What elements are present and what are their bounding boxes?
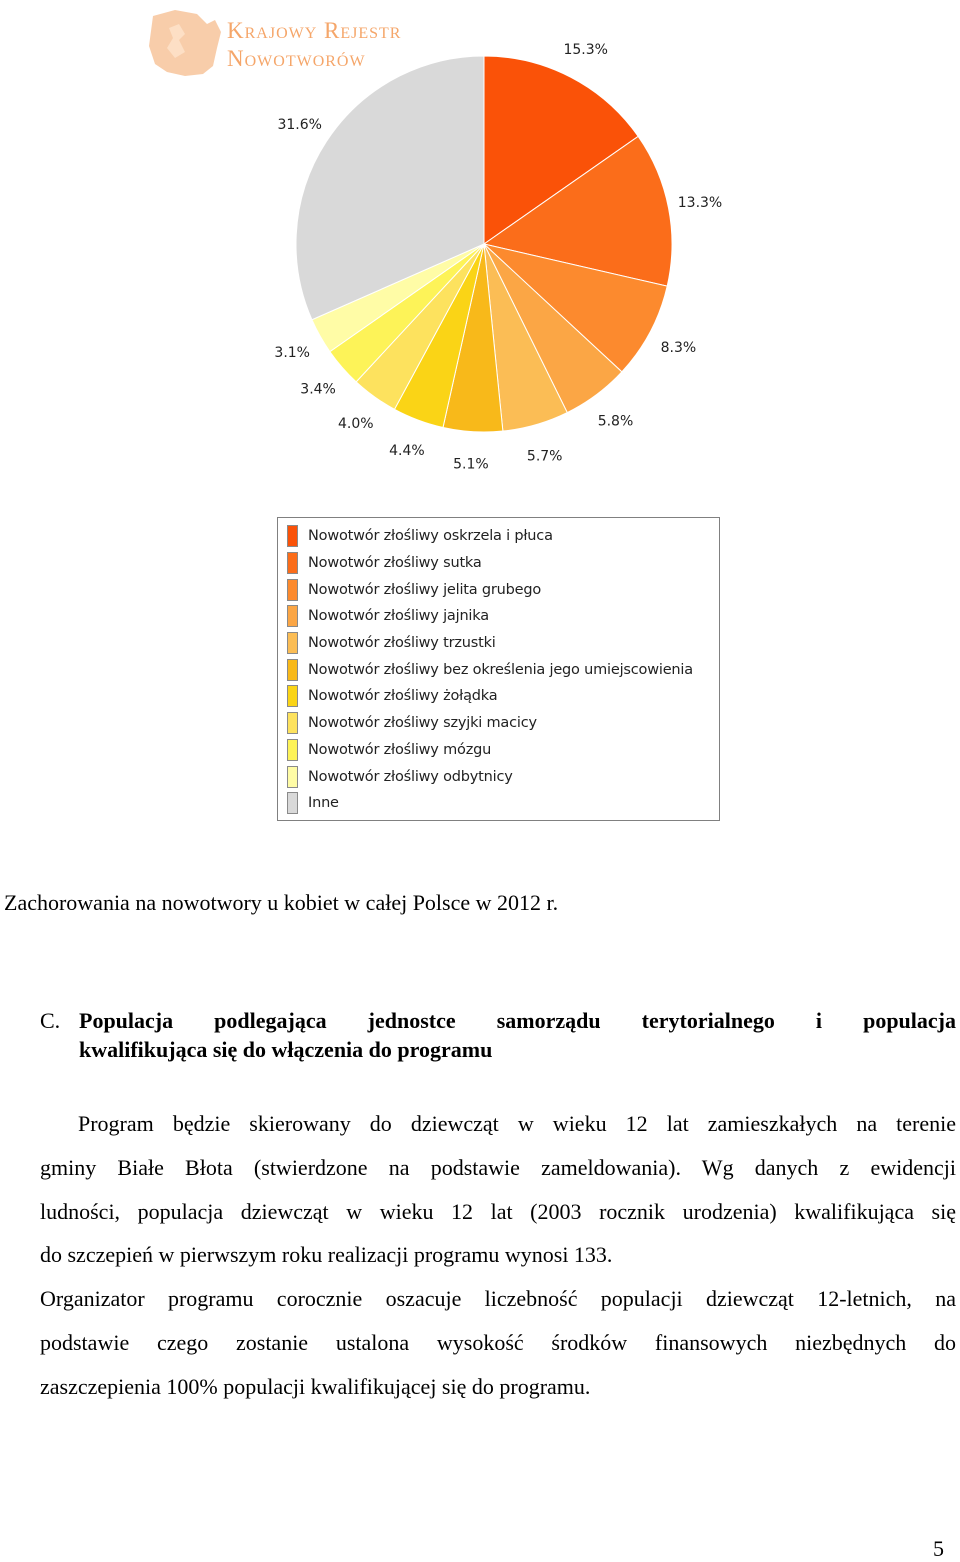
chart-caption: Zachorowania na nowotwory u kobiet w całej Polsce w 2012 r. xyxy=(4,890,559,915)
body-line: do szczepień w pierwszym roku realizacji programu wynosi 133. xyxy=(40,1242,613,1268)
body-line: ludności, populacja dziewcząt w wieku 12 lat (2003 rocznik urodzenia) kwalifikująca się xyxy=(40,1198,956,1224)
section-number: C. xyxy=(40,1008,61,1033)
legend-item xyxy=(287,603,719,630)
legend-item xyxy=(287,630,719,657)
pie-value-label: 5.7% xyxy=(526,448,563,465)
legend-swatch xyxy=(287,739,298,761)
pie-value-label: 4.0% xyxy=(338,415,374,432)
legend-item xyxy=(287,737,719,764)
body-line: Organizator programu corocznie oszacuje liczebność populacji dziewcząt 12-letnich, na xyxy=(40,1286,956,1312)
legend-label: Nowotwór złośliwy sutka xyxy=(308,555,482,572)
legend-label: Nowotwór złośliwy szyjki macicy xyxy=(308,715,537,732)
pie-value-label: 3.1% xyxy=(274,344,310,361)
legend-swatch xyxy=(287,792,298,814)
logo-line1: Krajowy Rejestr xyxy=(227,18,402,43)
legend-label: Nowotwór złośliwy odbytnicy xyxy=(308,768,513,785)
pie-value-label: 13.3% xyxy=(677,195,723,212)
body-line: zaszczepienia 100% populacji kwalifikującej się do programu. xyxy=(40,1373,591,1399)
legend-swatch xyxy=(287,552,298,574)
legend-swatch xyxy=(287,659,298,681)
legend-swatch xyxy=(287,579,298,601)
legend-swatch xyxy=(287,685,298,707)
pie-chart xyxy=(0,0,960,480)
legend-label: Nowotwór złośliwy żołądka xyxy=(308,688,498,705)
section-title-line2: kwalifikująca się do włączenia do programu xyxy=(79,1037,493,1062)
page-number: 5 xyxy=(933,1536,944,1561)
legend-label: Nowotwór złośliwy trzustki xyxy=(308,635,496,652)
legend-item xyxy=(287,523,719,550)
legend-swatch xyxy=(287,712,298,734)
legend-label: Nowotwór złośliwy bez określenia jego umiejscowienia xyxy=(308,661,693,678)
pie-value-label: 15.3% xyxy=(563,41,608,58)
section-title-line1: Populacja podlegająca jednostce samorządu terytorialnego i populacja xyxy=(79,1008,956,1033)
legend-swatch xyxy=(287,766,298,788)
legend-item xyxy=(287,683,719,710)
legend-label: Inne xyxy=(308,795,339,812)
legend-label: Nowotwór złośliwy jajnika xyxy=(308,608,489,625)
body-line: Program będzie skierowany do dziewcząt w wieku 12 lat zamieszkałych na terenie xyxy=(78,1111,956,1136)
legend-item xyxy=(287,710,719,737)
body-text xyxy=(40,1102,956,1409)
legend-swatch xyxy=(287,605,298,627)
legend-item xyxy=(287,656,719,683)
pie-value-label: 5.8% xyxy=(597,413,634,430)
legend-label: Nowotwór złośliwy jelita grubego xyxy=(308,581,542,598)
legend-swatch xyxy=(287,632,298,654)
legend-label: Nowotwór złośliwy oskrzela i płuca xyxy=(308,528,553,545)
pie-value-label: 4.4% xyxy=(389,443,425,459)
pie-value-label: 5.1% xyxy=(453,456,489,473)
pie-value-label: 3.4% xyxy=(300,381,336,398)
legend-label: Nowotwór złośliwy mózgu xyxy=(308,741,492,758)
pie-value-label: 31.6% xyxy=(277,116,322,133)
body-line: gminy Białe Błota (stwierdzone na podstawie zameldowania). Wg danych z ewidencji xyxy=(40,1154,956,1180)
chart-legend xyxy=(277,517,720,821)
legend-swatch xyxy=(287,525,298,547)
logo-line2: Nowotworów xyxy=(227,46,366,71)
legend-item xyxy=(287,576,719,603)
pie-value-label: 8.3% xyxy=(660,339,697,356)
legend-item xyxy=(287,550,719,577)
legend-item xyxy=(287,763,719,790)
legend-item xyxy=(287,790,719,817)
body-line: podstawie czego zostanie ustalona wysokość środków finansowych niezbędnych do xyxy=(40,1329,956,1355)
